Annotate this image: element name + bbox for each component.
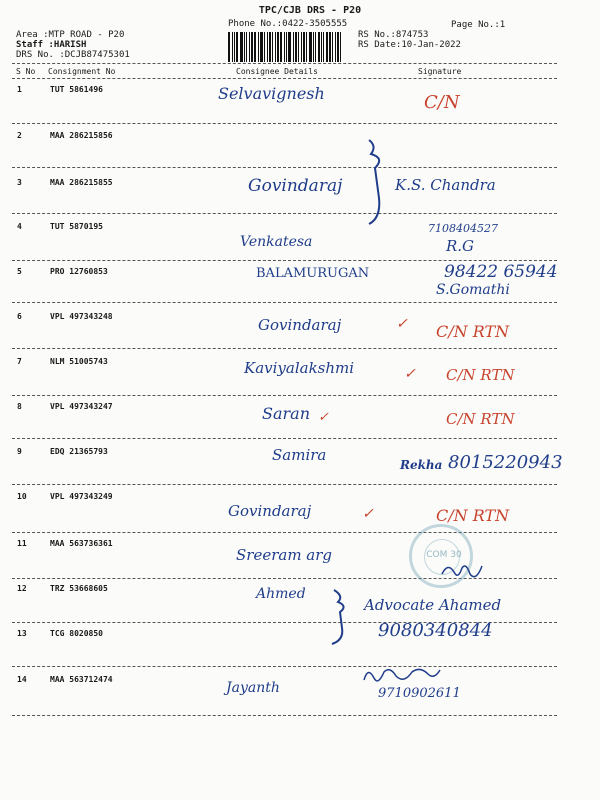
row-sno: 13 [17, 629, 27, 638]
barcode-bar [264, 32, 265, 62]
barcode-bar [272, 32, 273, 62]
signature: C/N RTN [436, 322, 510, 341]
signature-phone: 7108404527 [428, 222, 498, 235]
consignee-name: Sreeram arg [236, 546, 333, 564]
row-consignment: PRO 12760853 [50, 267, 108, 276]
row-divider [12, 213, 557, 214]
row-divider [12, 302, 557, 303]
check-mark: ✓ [404, 366, 416, 382]
row-sno: 1 [17, 85, 22, 94]
barcode-bar [232, 32, 233, 62]
sheet-title: TPC/CJB DRS - P20 [258, 5, 362, 16]
barcode-bar [260, 32, 263, 62]
header-rule [12, 63, 557, 64]
page-number: Page No.:1 [451, 20, 506, 30]
barcode-bar [332, 32, 333, 62]
barcode-bar [329, 32, 331, 62]
barcode-icon [228, 32, 353, 62]
row-sno: 2 [17, 131, 22, 140]
barcode-bar [280, 32, 282, 62]
barcode-bar [306, 32, 307, 62]
row-sno: 12 [17, 584, 27, 593]
col-header-consignment: Consignment No [48, 67, 116, 76]
barcode-bar [228, 32, 230, 62]
barcode-bar [244, 32, 245, 62]
consignee-name: Jayanth [226, 680, 280, 696]
signature: Advocate Ahamed [364, 596, 502, 614]
barcode-bar [323, 32, 324, 62]
row-sno: 14 [17, 675, 27, 684]
row-consignment: TCG 8020850 [50, 629, 103, 638]
round-stamp-icon: COM 30 [409, 524, 473, 588]
consignee-name: Ahmed [256, 586, 306, 602]
area-field: Area :MTP ROAD - P20 [16, 30, 125, 40]
barcode-bar [240, 32, 243, 62]
barcode-bar [275, 32, 276, 62]
row-consignment: EDQ 21365793 [50, 447, 108, 456]
barcode-bar [303, 32, 305, 62]
brace-mark [365, 138, 391, 228]
consignee-name: Samira [272, 446, 327, 464]
row-sno: 11 [17, 539, 27, 548]
signature: C/N RTN [446, 410, 515, 428]
signature-phone: 9080340844 [378, 620, 493, 641]
row-consignment: TUT 5861496 [50, 85, 103, 94]
barcode-bar [249, 32, 250, 62]
row-consignment: MAA 286215856 [50, 131, 113, 140]
row-divider [12, 395, 557, 396]
barcode-bar [337, 32, 339, 62]
barcode-bar [246, 32, 247, 62]
check-mark: ✓ [362, 506, 374, 522]
col-header-consignee: Consignee Details [236, 67, 318, 76]
row-consignment: VPL 497343248 [50, 312, 113, 321]
row-divider [12, 167, 557, 168]
consignee-name: Govindaraj [258, 316, 342, 334]
barcode-bar [277, 32, 279, 62]
row-divider [12, 532, 557, 533]
signature: S.Gomathi [436, 282, 510, 298]
row-divider [12, 260, 557, 261]
barcode-bar [293, 32, 294, 62]
barcode-bar [234, 32, 235, 62]
barcode-bar [335, 32, 336, 62]
signature-phone: 98422 65944 [444, 262, 558, 282]
row-sno: 7 [17, 357, 22, 366]
brace-mark [330, 588, 352, 646]
scribble-signature [362, 662, 442, 688]
barcode-bar [315, 32, 316, 62]
scribble-signature [440, 560, 494, 582]
barcode-bar [258, 32, 259, 62]
row-consignment: VPL 497343247 [50, 402, 113, 411]
phone-number: Phone No.:0422-3505555 [228, 19, 348, 29]
barcode-bar [286, 32, 287, 62]
consignee-name: Saran [262, 404, 310, 423]
barcode-bar [340, 32, 341, 62]
barcode-bar [267, 32, 268, 62]
row-divider [12, 123, 557, 124]
row-sno: 10 [17, 492, 27, 501]
signature-name: Rekha [400, 458, 443, 472]
row-sno: 6 [17, 312, 22, 321]
col-header-sno: S No [16, 67, 36, 76]
rs-date: RS Date:10-Jan-2022 [358, 40, 461, 50]
row-consignment: MAA 286215855 [50, 178, 113, 187]
barcode-bar [236, 32, 238, 62]
row-consignment: MAA 563736361 [50, 539, 113, 548]
row-divider [12, 666, 557, 667]
signature-phone: 9710902611 [378, 686, 461, 701]
signature: R.G [446, 237, 475, 255]
row-divider [12, 484, 557, 485]
signature: K.S. Chandra [395, 176, 496, 194]
drs-number: DRS No. :DCJB87475301 [16, 50, 130, 60]
signature: C/N RTN [446, 366, 515, 384]
row-consignment: MAA 563712474 [50, 675, 113, 684]
barcode-bar [251, 32, 253, 62]
barcode-bar [288, 32, 291, 62]
consignee-name: Selvavignesh [218, 84, 325, 103]
row-sno: 9 [17, 447, 22, 456]
check-mark: ✓ [318, 410, 329, 425]
barcode-bar [284, 32, 285, 62]
consignee-name: BALAMURUGAN [256, 266, 370, 281]
row-divider [12, 348, 557, 349]
row-sno: 5 [17, 267, 22, 276]
consignee-name: Venkatesa [240, 234, 313, 250]
barcode-bar [326, 32, 328, 62]
barcode-bar [295, 32, 297, 62]
header-rule [12, 78, 557, 79]
barcode-bar [254, 32, 256, 62]
consignee-name: Govindaraj [248, 176, 343, 196]
consignee-name: Govindaraj [228, 502, 312, 520]
consignee-name: Kaviyalakshmi [244, 359, 355, 377]
signature-phone: 8015220943 [448, 452, 563, 473]
row-consignment: NLM 51005743 [50, 357, 108, 366]
row-consignment: TUT 5870195 [50, 222, 103, 231]
barcode-bar [269, 32, 271, 62]
row-sno: 3 [17, 178, 22, 187]
barcode-bar [313, 32, 314, 62]
barcode-bar [298, 32, 299, 62]
col-header-signature: Signature [418, 67, 462, 76]
row-divider [12, 715, 557, 716]
row-sno: 8 [17, 402, 22, 411]
barcode-bar [318, 32, 320, 62]
signature: C/N [424, 92, 460, 113]
row-consignment: TRZ 53668605 [50, 584, 108, 593]
signature: C/N RTN [436, 506, 510, 525]
barcode-bar [301, 32, 302, 62]
staff-field: Staff :HARISH [16, 40, 87, 50]
row-sno: 4 [17, 222, 22, 231]
barcode-bar [309, 32, 312, 62]
row-divider [12, 438, 557, 439]
row-consignment: VPL 497343249 [50, 492, 113, 501]
barcode-bar [321, 32, 322, 62]
check-mark: ✓ [396, 316, 408, 332]
rs-number: RS No.:874753 [358, 30, 429, 40]
